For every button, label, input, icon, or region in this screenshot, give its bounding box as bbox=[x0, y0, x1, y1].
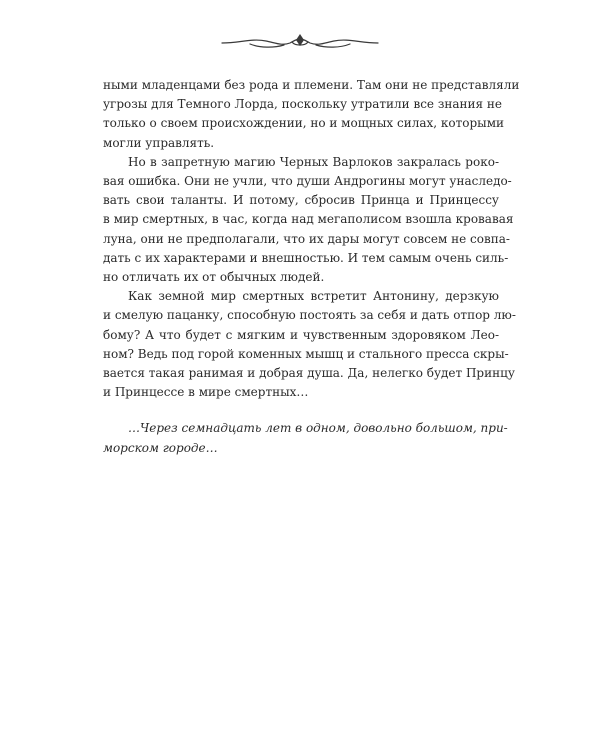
text-line: …Через семнадцать лет в одном, довольно большом, при- bbox=[128, 421, 508, 436]
text-line: бому? А что будет с мягким и чувственным здоровяком Лео- bbox=[103, 327, 499, 342]
text-line: ными младенцами без рода и племени. Там они не представляли bbox=[103, 78, 520, 92]
section-gap bbox=[103, 402, 499, 419]
text-line: морском городе… bbox=[103, 440, 218, 455]
text-line: и смелую пацанку, способную постоять за себя и дать отпор лю- bbox=[103, 308, 516, 323]
text-line: Как земной мир смертных встретит Антонину, дерзкую bbox=[128, 289, 499, 304]
paragraph-3 bbox=[103, 287, 516, 402]
text-line: вая ошибка. Они не учли, что души Андрогины могут унаследо- bbox=[103, 174, 512, 189]
text-line: вается такая ранимая и добрая душа. Да, нелегко будет Принцу bbox=[103, 366, 515, 381]
flourish-ornament-icon bbox=[220, 30, 380, 54]
text-line: вать свои таланты. И потому, сбросив Принца и Принцессу bbox=[103, 193, 499, 208]
text-line: в мир смертных, в час, когда над мегаполисом взошла кровавая bbox=[103, 212, 514, 227]
paragraph-4-italic bbox=[103, 419, 508, 457]
paragraph-1 bbox=[103, 76, 520, 153]
paragraph-2 bbox=[103, 153, 514, 287]
text-line: дать с их характерами и внешностью. И тем самым очень силь- bbox=[103, 250, 509, 265]
text-line: только о своем происхождении, но и мощных силах, которыми bbox=[103, 116, 505, 131]
text-line: могли управлять. bbox=[103, 135, 215, 150]
body-text bbox=[103, 76, 520, 458]
text-line: ном? Ведь под горой коменных мышц и стального пресса скры- bbox=[103, 346, 509, 361]
text-line: и Принцессе в мире смертных… bbox=[103, 385, 309, 400]
text-line: но отличать их от обычных людей. bbox=[103, 270, 325, 285]
text-line: угрозы для Темного Лорда, поскольку утратили все знания не bbox=[103, 97, 503, 112]
text-line: Но в запретную магию Черных Варлоков закралась роко- bbox=[128, 154, 499, 169]
text-line: луна, они не предполагали, что их дары могут совсем не совпа- bbox=[103, 231, 510, 246]
